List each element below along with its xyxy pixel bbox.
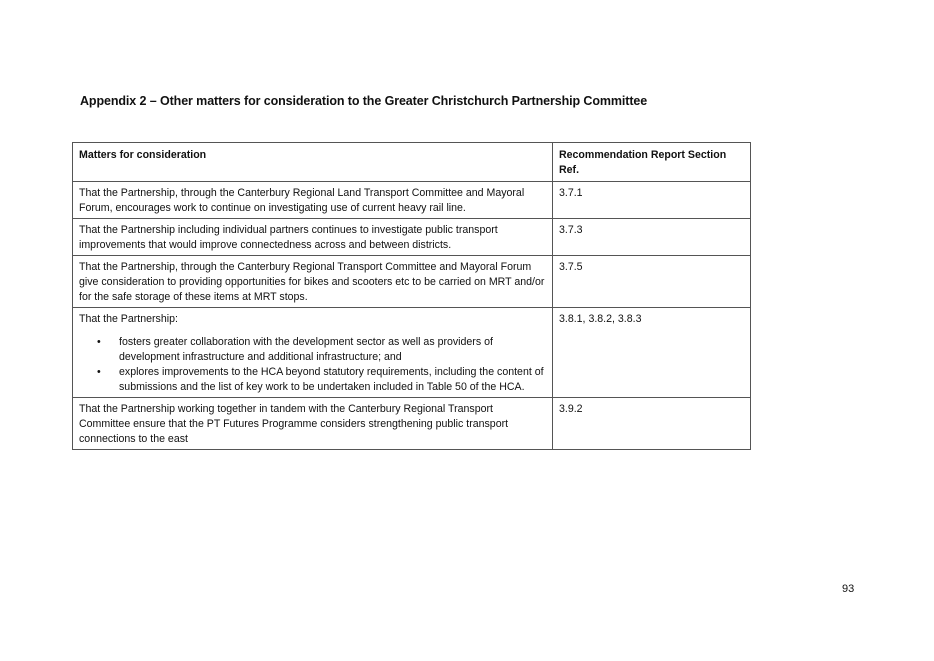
table-row bbox=[73, 398, 751, 450]
table-row bbox=[73, 308, 751, 398]
table-row bbox=[73, 219, 751, 256]
matter-cell bbox=[73, 308, 553, 398]
matter-cell: That the Partnership working together in tandem with the Canterbury Regional Transport Committee ensure that the PT Futures Programme considers strengthening public transport connections to the east bbox=[73, 398, 553, 450]
table-row bbox=[73, 256, 751, 308]
header-matters: Matters for consideration bbox=[73, 143, 553, 182]
page-title: Appendix 2 – Other matters for consideration to the Greater Christchurch Partnership Committee bbox=[80, 94, 648, 108]
header-ref: Recommendation Report Section Ref. bbox=[553, 143, 751, 182]
matters-table bbox=[72, 142, 751, 450]
bullet-item: • fosters greater collaboration with the development sector as well as providers of development infrastructure and additional infrastructure; and bbox=[119, 335, 546, 365]
ref-cell: 3.7.1 bbox=[553, 182, 751, 219]
bullet-item: • explores improvements to the HCA beyond statutory requirements, including the content of submissions and the list of key work to be undertaken included in Table 50 of the HCA. bbox=[119, 365, 546, 395]
matter-cell: That the Partnership, through the Canterbury Regional Land Transport Committee and Mayoral Forum, encourages work to continue on investigating use of current heavy rail line. bbox=[73, 182, 553, 219]
ref-cell: 3.7.3 bbox=[553, 219, 751, 256]
page-number: 93 bbox=[842, 583, 855, 595]
ref-cell: 3.8.1, 3.8.2, 3.8.3 bbox=[553, 308, 751, 398]
matter-bullet-list bbox=[79, 335, 546, 395]
table-header-row bbox=[73, 143, 751, 182]
table-row bbox=[73, 182, 751, 219]
matter-intro: That the Partnership: bbox=[79, 313, 178, 325]
matter-cell: That the Partnership including individual partners continues to investigate public transport improvements that would improve connectedness across and between districts. bbox=[73, 219, 553, 256]
matter-cell: That the Partnership, through the Canterbury Regional Transport Committee and Mayoral Forum give consideration to providing opportunities for bikes and scooters etc to be carried on MRT and/or for the safe storage of these items at MRT stops. bbox=[73, 256, 553, 308]
ref-cell: 3.9.2 bbox=[553, 398, 751, 450]
ref-cell: 3.7.5 bbox=[553, 256, 751, 308]
